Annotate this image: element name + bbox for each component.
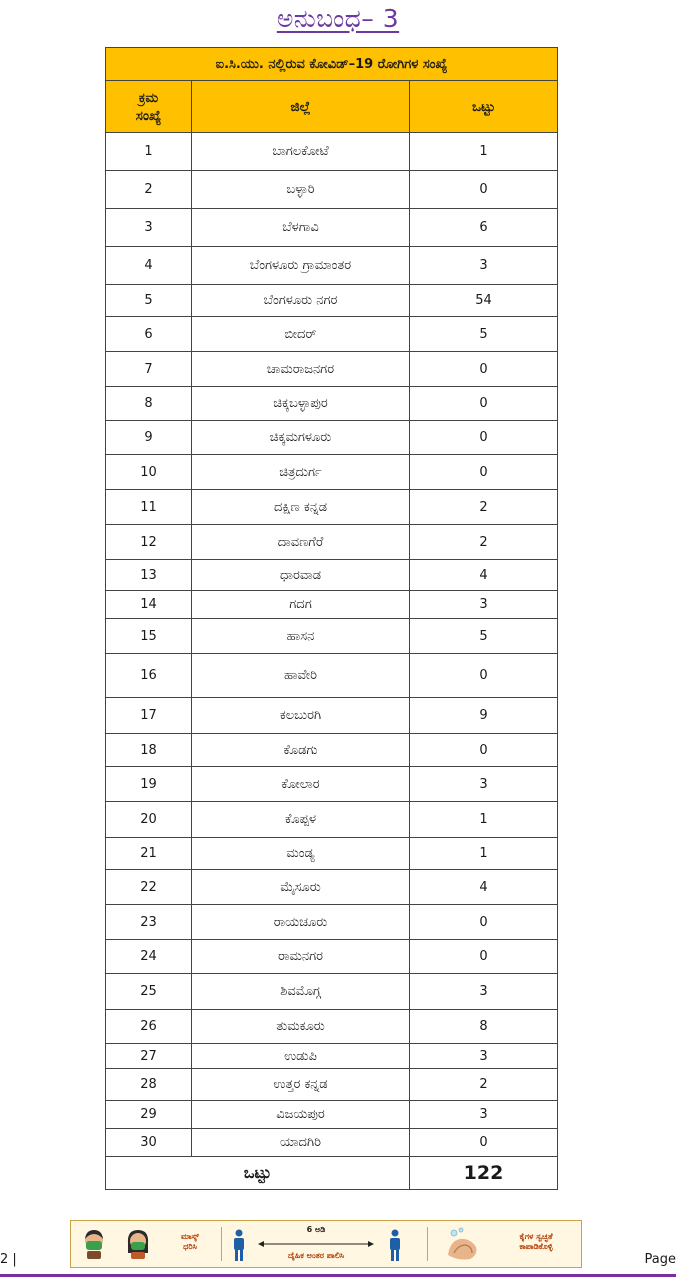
header-district: ಜಿಲ್ಲೆ xyxy=(192,81,410,133)
table-row xyxy=(106,734,558,767)
table-row xyxy=(106,560,558,591)
mask-section xyxy=(71,1221,221,1267)
cell-serial: 28 xyxy=(106,1069,192,1101)
cell-count: 3 xyxy=(410,767,558,802)
cell-serial: 27 xyxy=(106,1044,192,1069)
cell-serial: 5 xyxy=(106,285,192,317)
header-total: ಒಟ್ಟು xyxy=(410,81,558,133)
cell-serial: 17 xyxy=(106,698,192,734)
cell-serial: 4 xyxy=(106,247,192,285)
cell-district: ರಾಯಚೂರು xyxy=(192,905,410,940)
washing-hands-icon xyxy=(444,1227,484,1261)
cell-district: ಬೆಳಗಾವಿ xyxy=(192,209,410,247)
table-row xyxy=(106,905,558,940)
cell-serial: 25 xyxy=(106,974,192,1010)
cell-district: ಚಿಕ್ಕಮಗಳೂರು xyxy=(192,421,410,455)
cell-district: ಉಡುಪಿ xyxy=(192,1044,410,1069)
cell-serial: 20 xyxy=(106,802,192,838)
cell-count: 2 xyxy=(410,1069,558,1101)
cell-serial: 10 xyxy=(106,455,192,490)
cell-count: 1 xyxy=(410,802,558,838)
cell-district: ಯಾದಗಿರಿ xyxy=(192,1129,410,1157)
cell-district: ದಕ್ಷಿಣ ಕನ್ನಡ xyxy=(192,490,410,525)
page-title: ಅನುಬಂಧ– 3 xyxy=(276,4,400,33)
cell-count: 9 xyxy=(410,698,558,734)
cell-serial: 8 xyxy=(106,387,192,421)
table-caption-row xyxy=(106,48,558,81)
cell-serial: 23 xyxy=(106,905,192,940)
table-row xyxy=(106,133,558,171)
cell-serial: 9 xyxy=(106,421,192,455)
table-row xyxy=(106,317,558,352)
table-row xyxy=(106,1010,558,1044)
mask-text xyxy=(167,1232,213,1252)
person-icon xyxy=(232,1229,246,1261)
table-row xyxy=(106,1101,558,1129)
cell-count: 4 xyxy=(410,870,558,905)
icu-patients-table xyxy=(105,47,558,1190)
cell-count: 3 xyxy=(410,1044,558,1069)
table-row xyxy=(106,525,558,560)
cell-district: ಕೋಲಾರ xyxy=(192,767,410,802)
cell-count: 5 xyxy=(410,317,558,352)
hands-text-line2: ಕಾಪಾಡಿಕೊಳ್ಳಿ xyxy=(519,1242,553,1251)
cell-district: ಕಲಬುರಗಿ xyxy=(192,698,410,734)
cell-serial: 3 xyxy=(106,209,192,247)
table-row xyxy=(106,171,558,209)
footer-rule xyxy=(0,1274,676,1277)
table-row xyxy=(106,285,558,317)
table-row xyxy=(106,838,558,870)
masked-face-female-icon xyxy=(125,1229,151,1259)
total-value: 122 xyxy=(410,1157,558,1190)
cell-district: ಹಾಸನ xyxy=(192,619,410,654)
cell-serial: 6 xyxy=(106,317,192,352)
double-arrow-icon xyxy=(258,1240,374,1248)
cell-serial: 1 xyxy=(106,133,192,171)
cell-serial: 19 xyxy=(106,767,192,802)
cell-district: ಬಳ್ಳಾರಿ xyxy=(192,171,410,209)
cell-district: ದಾವಣಗೆರೆ xyxy=(192,525,410,560)
cell-count: 3 xyxy=(410,591,558,619)
distance-value: 6 ಅಡಿ xyxy=(306,1225,326,1234)
total-label: ಒಟ್ಟು xyxy=(106,1157,410,1190)
table-row xyxy=(106,209,558,247)
cell-serial: 24 xyxy=(106,940,192,974)
cell-district: ತುಮಕೂರು xyxy=(192,1010,410,1044)
cell-serial: 30 xyxy=(106,1129,192,1157)
table-row xyxy=(106,767,558,802)
table-row xyxy=(106,802,558,838)
table-row xyxy=(106,247,558,285)
cell-count: 0 xyxy=(410,421,558,455)
cell-district: ಬೀದರ್ xyxy=(192,317,410,352)
cell-district: ಕೊಪ್ಪಳ xyxy=(192,802,410,838)
cell-count: 6 xyxy=(410,209,558,247)
cell-count: 0 xyxy=(410,352,558,387)
cell-district: ಮೈಸೂರು xyxy=(192,870,410,905)
cell-serial: 22 xyxy=(106,870,192,905)
cell-district: ಮಂಡ್ಯ xyxy=(192,838,410,870)
hand-hygiene-section xyxy=(428,1221,582,1267)
table-row xyxy=(106,421,558,455)
cell-district: ಚಿಕ್ಕಬಳ್ಳಾಪುರ xyxy=(192,387,410,421)
cell-district: ಕೊಡಗು xyxy=(192,734,410,767)
table-row xyxy=(106,490,558,525)
masked-face-icon xyxy=(81,1229,107,1259)
cell-count: 1 xyxy=(410,838,558,870)
cell-count: 1 xyxy=(410,133,558,171)
cell-serial: 16 xyxy=(106,654,192,698)
cell-count: 4 xyxy=(410,560,558,591)
distance-text: ದೈಹಿಕ ಅಂತರ ಪಾಲಿಸಿ xyxy=(287,1251,345,1260)
cell-serial: 21 xyxy=(106,838,192,870)
cell-serial: 15 xyxy=(106,619,192,654)
table-row xyxy=(106,698,558,734)
table-row xyxy=(106,619,558,654)
cell-district: ಬೆಂಗಳೂರು ನಗರ xyxy=(192,285,410,317)
cell-district: ಹಾವೇರಿ xyxy=(192,654,410,698)
cell-count: 0 xyxy=(410,455,558,490)
cell-count: 0 xyxy=(410,940,558,974)
cell-district: ಚಾಮರಾಜನಗರ xyxy=(192,352,410,387)
cell-serial: 11 xyxy=(106,490,192,525)
cell-count: 5 xyxy=(410,619,558,654)
table-row xyxy=(106,940,558,974)
table-row xyxy=(106,387,558,421)
cell-district: ರಾಮನಗರ xyxy=(192,940,410,974)
header-serial-number xyxy=(106,81,192,133)
table-row xyxy=(106,1044,558,1069)
cell-serial: 26 xyxy=(106,1010,192,1044)
table-caption: ಐ.ಸಿ.ಯು. ನಲ್ಲಿರುವ ಕೋವಿಡ್–19 ರೋಗಿಗಳ ಸಂಖ್ಯೆ xyxy=(106,48,558,81)
cell-serial: 14 xyxy=(106,591,192,619)
table-row xyxy=(106,974,558,1010)
cell-serial: 2 xyxy=(106,171,192,209)
table-row xyxy=(106,455,558,490)
table-header-row xyxy=(106,81,558,133)
cell-district: ಉತ್ತರ ಕನ್ನಡ xyxy=(192,1069,410,1101)
mask-text-line2: ಧರಿಸಿ xyxy=(183,1242,197,1251)
cell-serial: 29 xyxy=(106,1101,192,1129)
cell-count: 0 xyxy=(410,387,558,421)
cell-district: ವಿಜಯಪುರ xyxy=(192,1101,410,1129)
hands-text xyxy=(494,1232,578,1252)
table-row xyxy=(106,1069,558,1101)
total-row xyxy=(106,1157,558,1190)
cell-serial: 18 xyxy=(106,734,192,767)
table-row xyxy=(106,654,558,698)
cell-count: 2 xyxy=(410,490,558,525)
table-row xyxy=(106,1129,558,1157)
cell-count: 3 xyxy=(410,1101,558,1129)
table-row xyxy=(106,352,558,387)
cell-count: 3 xyxy=(410,247,558,285)
cell-count: 8 xyxy=(410,1010,558,1044)
cell-count: 3 xyxy=(410,974,558,1010)
table-row xyxy=(106,591,558,619)
cell-count: 0 xyxy=(410,654,558,698)
cell-count: 2 xyxy=(410,525,558,560)
footer-page-label: Page xyxy=(644,1252,676,1267)
hands-text-line1: ಕೈಗಳ ಸ್ವಚ್ಛತೆ xyxy=(519,1232,553,1241)
cell-district: ಗದಗ xyxy=(192,591,410,619)
cell-district: ಚಿತ್ರದುರ್ಗ xyxy=(192,455,410,490)
cell-count: 54 xyxy=(410,285,558,317)
cell-district: ಬಾಗಲಕೋಟೆ xyxy=(192,133,410,171)
mask-text-line1: ಮಾಸ್ಕ್ xyxy=(180,1232,200,1241)
cell-count: 0 xyxy=(410,171,558,209)
cell-district: ಶಿವಮೊಗ್ಗ xyxy=(192,974,410,1010)
cell-count: 0 xyxy=(410,905,558,940)
header-serial-line1: ಕ್ರಮ xyxy=(138,89,159,106)
cell-serial: 7 xyxy=(106,352,192,387)
cell-serial: 13 xyxy=(106,560,192,591)
cell-district: ಧಾರವಾಡ xyxy=(192,560,410,591)
cell-serial: 12 xyxy=(106,525,192,560)
person-icon-right xyxy=(388,1229,402,1261)
table-row xyxy=(106,870,558,905)
cell-count: 0 xyxy=(410,734,558,767)
header-serial-line2: ಸಂಖ್ಯೆ xyxy=(135,107,162,124)
footer-page-number: 2 | xyxy=(0,1252,17,1267)
distance-section xyxy=(222,1221,422,1267)
cell-count: 0 xyxy=(410,1129,558,1157)
cell-district: ಬೆಂಗಳೂರು ಗ್ರಾಮಾಂತರ xyxy=(192,247,410,285)
covid-safety-banner xyxy=(70,1220,582,1268)
